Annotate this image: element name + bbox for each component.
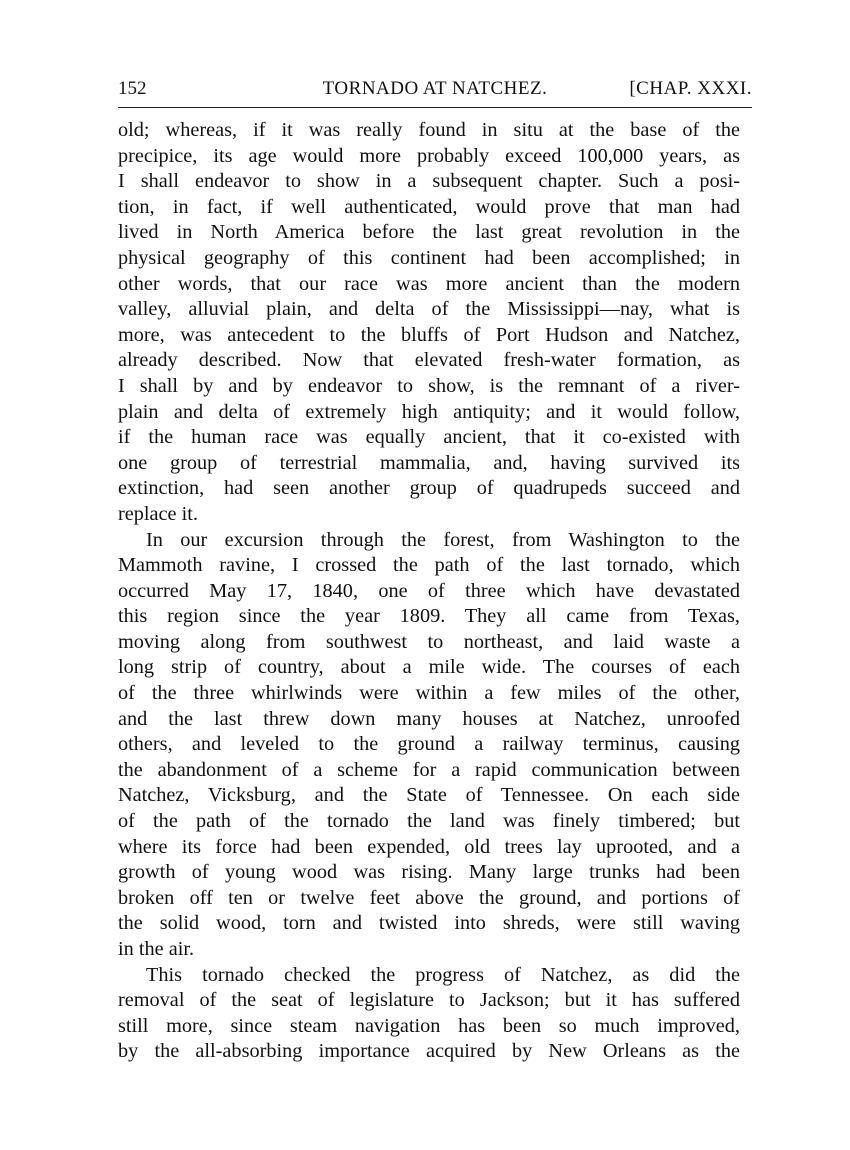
- text-line: growth of young wood was rising. Many large trunks had been: [118, 861, 740, 884]
- text-line: plain and delta of extremely high antiquity; and it would follow,: [118, 400, 740, 423]
- text-line: moving along from southwest to northeast, and laid waste a: [118, 630, 740, 653]
- text-line: more, was antecedent to the bluffs of Port Hudson and Natchez,: [118, 323, 740, 346]
- running-title: TORNADO AT NATCHEZ.: [322, 78, 548, 99]
- text-line: lived in North America before the last great revolution in the: [118, 221, 740, 244]
- text-line: I shall by and by endeavor to show, is the remnant of a river-: [118, 374, 740, 397]
- text-line: This tornado checked the progress of Natchez, as did the: [146, 963, 740, 986]
- text-line: I shall endeavor to show in a subsequent chapter. Such a posi-: [118, 170, 740, 193]
- text-line: of the three whirlwinds were within a few miles of the other,: [118, 682, 740, 705]
- text-line: old; whereas, if it was really found in situ at the base of the: [118, 119, 740, 141]
- text-line: in the air.: [118, 938, 195, 960]
- text-line: where its force had been expended, old trees lay uprooted, and a: [118, 835, 740, 858]
- page-header: [118, 78, 752, 108]
- text-line: the abandonment of a scheme for a rapid communication between: [118, 758, 740, 781]
- page-number: 152: [118, 78, 147, 99]
- text-line: of the path of the tornado the land was finely timbered; but: [118, 810, 740, 833]
- text-line: one group of terrestrial mammalia, and, having survived its: [118, 451, 740, 474]
- text-line: long strip of country, about a mile wide. The courses of each: [118, 656, 740, 679]
- chapter-reference: [CHAP. XXXI.: [629, 78, 752, 99]
- text-line: the solid wood, torn and twisted into shreds, were still waving: [118, 912, 740, 935]
- text-line: others, and leveled to the ground a railway terminus, causing: [118, 733, 740, 756]
- text-line: other words, that our race was more ancient than the modern: [118, 272, 740, 295]
- text-line: replace it.: [118, 502, 198, 525]
- text-line: Mammoth ravine, I crossed the path of the last tornado, which: [118, 554, 740, 577]
- text-line: broken off ten or twelve feet above the ground, and portions of: [118, 886, 740, 909]
- text-line: by the all-absorbing importance acquired by New Orleans as the: [118, 1040, 740, 1063]
- text-line: Natchez, Vicksburg, and the State of Tennessee. On each side: [118, 784, 740, 807]
- text-line: this region since the year 1809. They all came from Texas,: [118, 605, 740, 628]
- header-rule: [118, 107, 752, 108]
- text-line: and the last threw down many houses at Natchez, unroofed: [118, 707, 740, 730]
- body-text: [118, 118, 740, 1065]
- text-line: occurred May 17, 1840, one of three which have devastated: [118, 579, 740, 602]
- text-line: physical geography of this continent had been accomplished; in: [118, 246, 740, 269]
- text-line: removal of the seat of legislature to Jackson; but it has suffered: [118, 989, 740, 1012]
- text-line: if the human race was equally ancient, that it co-existed with: [118, 426, 740, 449]
- text-line: extinction, had seen another group of quadrupeds succeed and: [118, 477, 740, 500]
- text-line: valley, alluvial plain, and delta of the Mississippi—nay, what is: [118, 298, 740, 321]
- text-line: still more, since steam navigation has been so much improved,: [118, 1014, 740, 1037]
- text-line: In our excursion through the forest, from Washington to the: [146, 528, 740, 551]
- text-line: tion, in fact, if well authenticated, would prove that man had: [118, 195, 740, 218]
- text-line: precipice, its age would more probably exceed 100,000 years, as: [118, 144, 740, 167]
- text-line: already described. Now that elevated fresh-water formation, as: [118, 349, 740, 372]
